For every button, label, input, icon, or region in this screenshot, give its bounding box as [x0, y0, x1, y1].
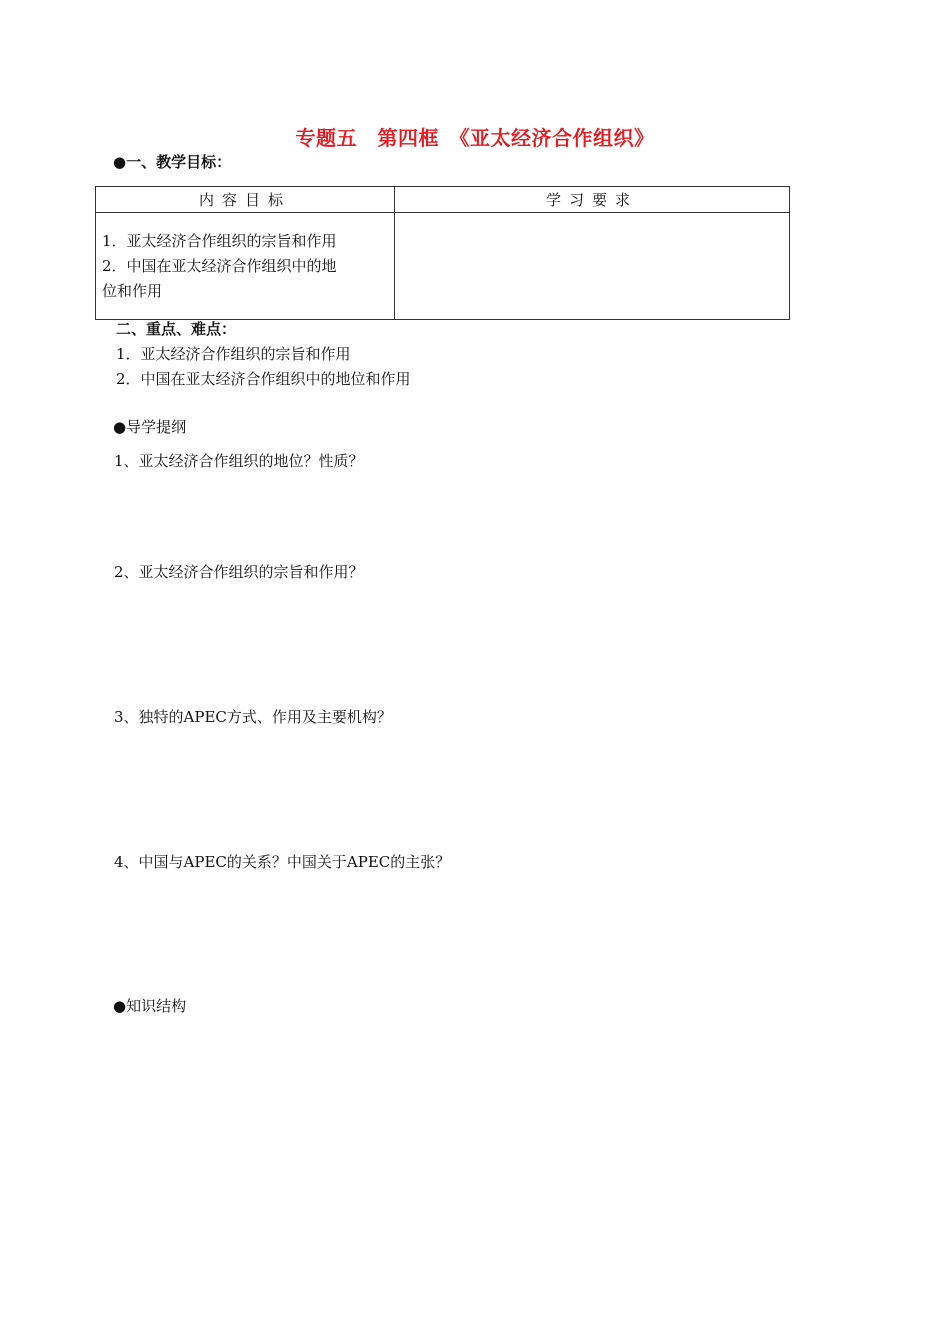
section-teaching-goals: ●一、教学目标：: [113, 153, 232, 171]
question-item: 4、中国与APEC的关系？中国关于APEC的主张？: [114, 853, 451, 871]
goals-table: [95, 186, 790, 320]
section-knowledge-structure: ●知识结构: [113, 997, 187, 1015]
content-goal-cell: [96, 213, 395, 320]
page-title: 专题五 第四框 《亚太经济合作组织》: [295, 126, 655, 150]
section-study-outline: ●导学提纲: [113, 418, 187, 436]
question-item: 2、亚太经济合作组织的宗旨和作用？: [114, 563, 364, 581]
question-item: 3、独特的APEC方式、作用及主要机构？: [114, 708, 392, 726]
content-goal-line: 2．中国在亚太经济合作组织中的地: [102, 256, 337, 275]
section-key-points: 二、重点、难点：: [116, 320, 237, 338]
header-content-goal: 内容目标: [96, 187, 395, 213]
table-header-row: [96, 187, 790, 213]
key-point-item: 1．亚太经济合作组织的宗旨和作用: [116, 345, 351, 363]
content-goal-line: 位和作用: [102, 281, 163, 300]
question-item: 1、亚太经济合作组织的地位？性质？: [114, 452, 364, 470]
header-learning-requirement: 学习要求: [395, 187, 790, 213]
table-row: [96, 213, 790, 320]
learning-requirement-cell: [395, 213, 790, 320]
content-goal-line: 1．亚太经济合作组织的宗旨和作用: [102, 231, 337, 250]
key-point-item: 2．中国在亚太经济合作组织中的地位和作用: [116, 370, 411, 388]
